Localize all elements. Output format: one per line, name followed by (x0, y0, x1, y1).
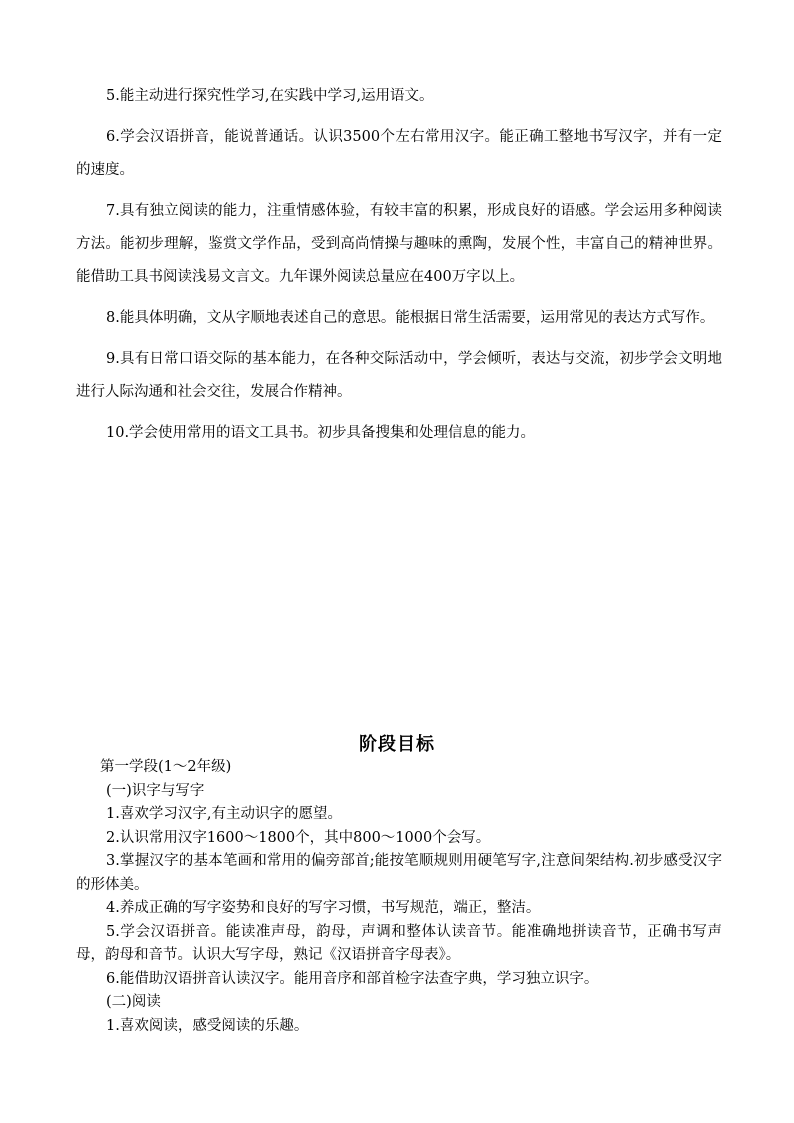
stage-item: 1.喜欢阅读，感受阅读的乐趣。 (106, 1017, 309, 1034)
overall-goals-list (76, 80, 722, 458)
stage-item: 3.掌握汉字的基本笔画和常用的偏旁部首;能按笔顺规则用硬笔写字,注意间架结构.初步感受汉字的形体美。 (76, 853, 722, 893)
stage-item: 1.喜欢学习汉字,有主动识字的愿望。 (106, 806, 342, 822)
goal-item: 8.能具体明确，文从字顺地表述自己的意思。能根据日常生活需要，运用常见的表达方式写作。 (106, 310, 715, 326)
stage-goals-heading: 阶段目标 (359, 734, 435, 755)
stage-item: 6.能借助汉语拼音认读汉字。能用音序和部首检字法查字典，学习独立识字。 (106, 970, 599, 987)
stage-item: 2.认识常用汉字1600～1800个，其中800～1000个会写。 (106, 829, 491, 846)
stage-item: 5.学会汉语拼音。能读准声母，韵母，声调和整体认读音节。能准确地拼读音节，正确书写声母，韵母和音节。认识大写字母，熟记《汉语拼音字母表》。 (76, 923, 722, 963)
goal-item: 5.能主动进行探究性学习,在实践中学习,运用语文。 (106, 88, 434, 104)
goal-item: 7.具有独立阅读的能力，注重情感体验，有较丰富的积累，形成良好的语感。学会运用多种阅读方法。能初步理解，鉴赏文学作品，受到高尚情操与趣味的熏陶，发展个性，丰富自己的精神世界。能借助工具书阅读浅易文言文。九年课外阅读总量应在400万字以上。 (76, 203, 722, 285)
subsection-title-literacy: (一)识字与写字 (106, 782, 205, 799)
stage-item: 4.养成正确的写字姿势和良好的写字习惯，书写规范，端正，整洁。 (106, 900, 541, 916)
goal-item: 10.学会使用常用的语文工具书。初步具备搜集和处理信息的能力。 (106, 425, 536, 441)
stage-goals-section (76, 756, 722, 1038)
goal-item: 9.具有日常口语交际的基本能力，在各种交际活动中，学会倾听，表达与交流，初步学会文明地进行人际沟通和社会交往，发展合作精神。 (76, 351, 722, 400)
goal-item: 6.学会汉语拼音，能说普通话。认识3500个左右常用汉字。能正确工整地书写汉字，并有一定的速度。 (76, 129, 722, 178)
subsection-title-reading: (二)阅读 (106, 994, 161, 1010)
stage-section-title: 第一学段(1～2年级) (100, 759, 232, 775)
